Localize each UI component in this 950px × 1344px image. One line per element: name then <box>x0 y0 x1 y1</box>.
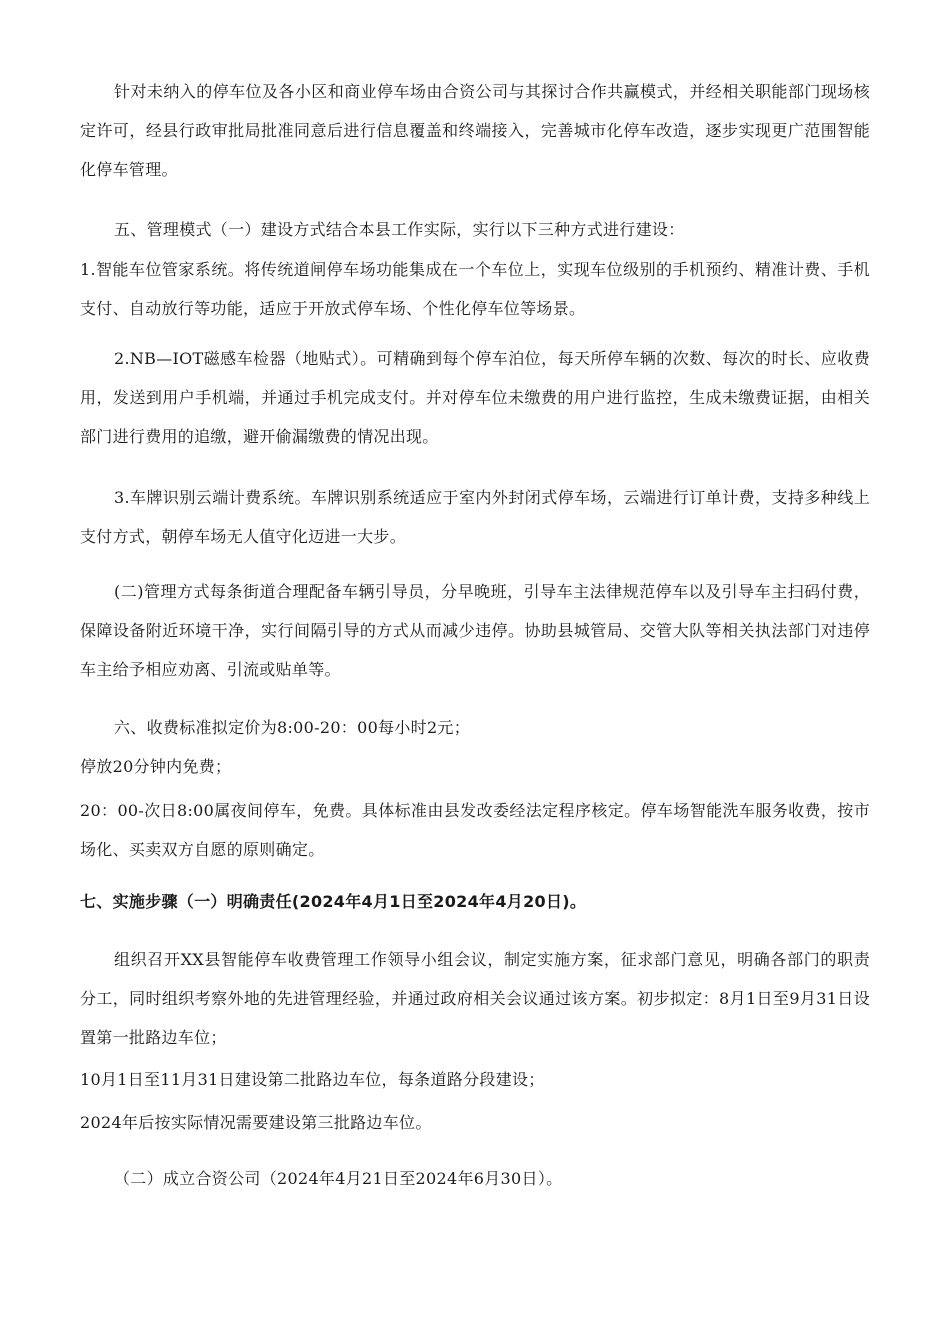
paragraph-second-batch: 10月1日至11月31日建设第二批路边车位，每条道路分段建设； <box>80 1070 545 1089</box>
paragraph-cooperation: 针对未纳入的停车位及各小区和商业停车场由合资公司与其探讨合作共赢模式，并经相关职能部门现场核定许可，经县行政审批局批准同意后进行信息覆盖和终端接入，完善城市化停车改造，逐步实现更广范围智能化停车管理。 <box>80 82 870 179</box>
heading-implementation-steps: 七、实施步骤（一）明确责任(2024年4月1日至2024年4月20日)。 <box>80 892 587 911</box>
paragraph-night-parking: 20：00-次日8:00属夜间停车，免费。具体标准由县发改委经法定程序核定。停车场智能洗车服务收费，按市场化、买卖双方自愿的原则确定。 <box>80 801 870 859</box>
heading-fee-standard: 六、收费标准拟定价为8:00-20：00每小时2元； <box>114 718 471 737</box>
paragraph-plate-recognition: 3.车牌识别云端计费系统。车牌识别系统适应于室内外封闭式停车场，云端进行订单计费，支持多种线上支付方式，朝停车场无人值守化迈进一大步。 <box>80 488 870 546</box>
heading-management-mode: 五、管理模式（一）建设方式结合本县工作实际，实行以下三种方式进行建设： <box>114 220 685 239</box>
heading-joint-venture: （二）成立合资公司（2024年4月21日至2024年6月30日）。 <box>114 1169 563 1188</box>
paragraph-leadership-meeting: 组织召开XX县智能停车收费管理工作领导小组会议，制定实施方案，征求部门意见，明确各部门的职责分工，同时组织考察外地的先进管理经验，并通过政府相关会议通过该方案。初步拟定：8月1日至9月31日设置第一批路边车位； <box>80 950 870 1047</box>
paragraph-third-batch: 2024年后按实际情况需要建设第三批路边车位。 <box>80 1113 432 1132</box>
paragraph-management-method: (二)管理方式每条街道合理配备车辆引导员，分早晚班，引导车主法律规范停车以及引导车主扫码付费，保障设备附近环境干净，实行间隔引导的方式从而减少违停。协助县城管局、交管大队等相关执法部门对违停车主给予相应劝离、引流或贴单等。 <box>80 582 870 679</box>
paragraph-nb-iot-sensor: 2.NB—IOT磁感车检器（地贴式）。可精确到每个停车泊位，每天所停车辆的次数、每次的时长、应收费用，发送到用户手机端，并通过手机完成支付。并对停车位未缴费的用户进行监控，生成未缴费证据，由相关部门进行费用的追缴，避开偷漏缴费的情况出现。 <box>80 349 870 446</box>
paragraph-free-parking: 停放20分钟内免费； <box>80 757 232 776</box>
paragraph-smart-space-manager: 1.智能车位管家系统。将传统道闸停车场功能集成在一个车位上，实现车位级别的手机预约、精准计费、手机支付、自动放行等功能，适应于开放式停车场、个性化停车位等场景。 <box>80 260 870 318</box>
